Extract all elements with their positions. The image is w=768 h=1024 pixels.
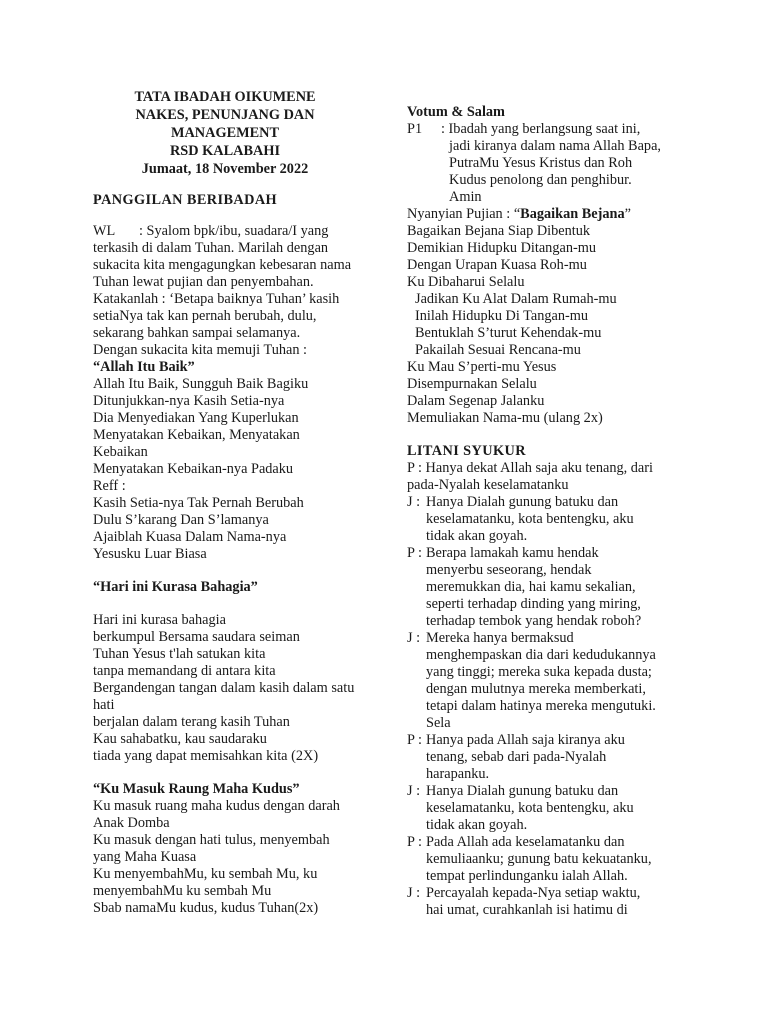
nyanyian-suffix: ” — [624, 206, 632, 222]
response-line: kemuliaanku; gunung batu kekuatanku, — [426, 851, 652, 867]
litani-p1-line: pada-Nyalah keselamatanku — [407, 477, 569, 493]
response-line: meremukkan dia, hai kamu sekalian, — [426, 579, 636, 595]
response-line: Percayalah kepada-Nya setiap waktu, — [426, 885, 641, 901]
speaker-label: J : — [407, 885, 428, 901]
litani-response — [407, 545, 707, 630]
lyric-line: tanpa memandang di antara kita — [93, 663, 276, 679]
response-line: keselamatanku, kota bentengku, aku — [426, 511, 634, 527]
lyric-line: Allah Itu Baik, Sungguh Baik Bagiku — [93, 376, 309, 392]
lyric-line: Bagaikan Bejana Siap Dibentuk — [407, 223, 591, 239]
p1-line: Kudus penolong dan penghibur. — [449, 172, 632, 188]
lyric-line: Inilah Hidupku Di Tangan-mu — [415, 308, 589, 324]
speaker-label: J : — [407, 783, 428, 799]
lyric-line: Kasih Setia-nya Tak Pernah Berubah — [93, 495, 304, 511]
response-line: keselamatanku, kota bentengku, aku — [426, 800, 634, 816]
lyric-line: Ku Dibaharui Selalu — [407, 274, 525, 290]
response-line: Sela — [426, 715, 451, 731]
litani-title: LITANI SYUKUR — [407, 443, 526, 459]
response-line: menyerbu seseorang, hendak — [426, 562, 592, 578]
song-ku-masuk-lyrics — [93, 798, 357, 917]
lyric-line: Reff : — [93, 478, 126, 494]
response-line: tetapi dalam hatinya mereka mengutuki. — [426, 698, 656, 714]
lyric-line: Ku masuk dengan hati tulus, menyembah yang Maha Kuasa — [93, 832, 330, 865]
lyric-line: Ajaiblah Kuasa Dalam Nama-nya — [93, 529, 287, 545]
lyric-line: Demikian Hidupku Ditangan-mu — [407, 240, 597, 256]
response-line: menghempaskan dia dari kedudukannya — [426, 647, 656, 663]
response-line: tidak akan goyah. — [426, 528, 528, 544]
response-line: terhadap tembok yang hendak roboh? — [426, 613, 642, 629]
nyanyian-pujian-heading — [407, 206, 707, 223]
response-line: yang tinggi; mereka suka kepada dusta; — [426, 664, 652, 680]
speaker-label: P : — [407, 732, 426, 748]
song-hari-ini-title: “Hari ini Kurasa Bahagia” — [93, 579, 258, 595]
litani-p1-line: P : Hanya dekat Allah saja aku tenang, dari — [407, 460, 654, 476]
lyric-line: Dengan Urapan Kuasa Roh-mu — [407, 257, 587, 273]
song-allah-itu-baik-lyrics — [93, 376, 357, 563]
header-line-3: MANAGEMENT — [170, 125, 279, 141]
litani-response — [407, 732, 707, 783]
votum-p1 — [407, 121, 707, 206]
response-line: Hanya pada Allah saja kiranya aku — [426, 732, 625, 748]
wl-first-line: : Syalom bpk/ibu, suadara/I yang — [139, 223, 329, 239]
response-line: Mereka hanya bermaksud — [426, 630, 574, 646]
response-line: tempat perlindunganku ialah Allah. — [426, 868, 628, 884]
document-header — [93, 88, 357, 178]
lyric-line: Dulu S’karang Dan S’lamanya — [93, 512, 269, 528]
lyric-line: Dia Menyediakan Yang Kuperlukan — [93, 410, 299, 426]
panggilan-intro: Dengan sukacita kita memuji Tuhan : — [93, 342, 308, 358]
response-line: Pada Allah ada keselamatanku dan — [426, 834, 625, 850]
votum-title: Votum & Salam — [407, 104, 505, 120]
speaker-label: J : — [407, 494, 428, 510]
response-line: Berapa lamakah kamu hendak — [426, 545, 599, 561]
lyric-line: Tuhan Yesus t'lah satukan kita — [93, 646, 266, 662]
lyric-line: Ku menyembahMu, ku sembah Mu, ku menyembahMu ku sembah Mu — [93, 866, 318, 899]
litani-response — [407, 834, 707, 885]
response-line: hai umat, curahkanlah isi hatimu di — [426, 902, 628, 918]
lyric-line: tiada yang dapat memisahkan kita (2X) — [93, 748, 319, 764]
p1-line: jadi kiranya dalam nama Allah Bapa, — [449, 138, 661, 154]
lyric-line: Bergandengan tangan dalam kasih dalam satu hati — [93, 680, 355, 713]
song-allah-itu-baik-title: “Allah Itu Baik” — [93, 359, 195, 375]
lyric-line: Menyatakan Kebaikan-nya Padaku — [93, 461, 294, 477]
speaker-label: J : — [407, 630, 428, 646]
header-line-4: RSD KALABAHI — [169, 143, 281, 159]
lyric-line: Hari ini kurasa bahagia — [93, 612, 226, 628]
lyric-line: Menyatakan Kebaikan, Menyatakan Kebaikan — [93, 427, 300, 460]
lyric-line: Yesusku Luar Biasa — [93, 546, 207, 562]
litani-responses — [407, 494, 707, 919]
p1-line: Amin — [449, 189, 482, 205]
lyric-line: Jadikan Ku Alat Dalam Rumah-mu — [415, 291, 617, 307]
song-ku-masuk-title: “Ku Masuk Raung Maha Kudus” — [93, 781, 300, 797]
panggilan-title: PANGGILAN BERIBADAH — [93, 192, 278, 208]
song-hari-ini-lyrics — [93, 612, 357, 765]
response-line: seperti terhadap dinding yang miring, — [426, 596, 641, 612]
lyric-line: Pakailah Sesuai Rencana-mu — [415, 342, 581, 358]
panggilan-wl-paragraph — [93, 223, 357, 342]
litani-response — [407, 885, 707, 919]
lyric-line: Memuliakan Nama-mu (ulang 2x) — [407, 410, 603, 426]
lyric-line: Ditunjukkan-nya Kasih Setia-nya — [93, 393, 285, 409]
speaker-label: P : — [407, 834, 426, 850]
response-line: harapanku. — [426, 766, 490, 782]
nyanyian-prefix: Nyanyian Pujian : “ — [407, 206, 521, 222]
speaker-label: P : — [407, 545, 426, 561]
response-line: Hanya Dialah gunung batuku dan — [426, 783, 619, 799]
lyric-line: Bentuklah S’turut Kehendak-mu — [415, 325, 602, 341]
response-line: Hanya Dialah gunung batuku dan — [426, 494, 619, 510]
song-bagaikan-bejana-lyrics — [407, 223, 707, 427]
lyric-line: berjalan dalam terang kasih Tuhan — [93, 714, 290, 730]
lyric-line: Dalam Segenap Jalanku — [407, 393, 545, 409]
header-line-1: TATA IBADAH OIKUMENE — [134, 89, 316, 105]
right-column — [407, 104, 707, 919]
response-line: tenang, sebab dari pada-Nyalah — [426, 749, 607, 765]
response-line: dengan mulutnya mereka memberkati, — [426, 681, 646, 697]
p1-line: : Ibadah yang berlangsung saat ini, — [441, 121, 641, 137]
lyric-line: Sbab namaMu kudus, kudus Tuhan(2x) — [93, 900, 319, 916]
response-line: tidak akan goyah. — [426, 817, 528, 833]
lyric-line: Ku Mau S’perti-mu Yesus — [407, 359, 557, 375]
lyric-line: Disempurnakan Selalu — [407, 376, 537, 392]
lyric-line: Ku masuk ruang maha kudus dengan darah Anak Domba — [93, 798, 340, 831]
wl-text: terkasih di dalam Tuhan. Marilah dengan sukacita kita mengagungkan kebesaran nama Tuhan lewat pujian dan penyembahan. Katakanlah : ‘Betapa baiknya Tuhan’ kasih setiaNya tak kan pernah berubah, dulu, sekarang bahkan sampai selamanya. — [93, 240, 352, 341]
header-line-2: NAKES, PENUNJANG DAN — [135, 107, 315, 123]
p1-label: P1 — [407, 121, 423, 137]
litani-response — [407, 630, 707, 732]
header-date: Jumaat, 18 November 2022 — [141, 161, 309, 177]
wl-label: WL — [93, 223, 116, 239]
p1-line: PutraMu Yesus Kristus dan Roh — [449, 155, 633, 171]
litani-response — [407, 783, 707, 834]
song-bagaikan-bejana-title: Bagaikan Bejana — [520, 206, 625, 222]
litani-response — [407, 494, 707, 545]
lyric-line: Kau sahabatku, kau saudaraku — [93, 731, 267, 747]
left-column — [93, 88, 357, 917]
lyric-line: berkumpul Bersama saudara seiman — [93, 629, 300, 645]
